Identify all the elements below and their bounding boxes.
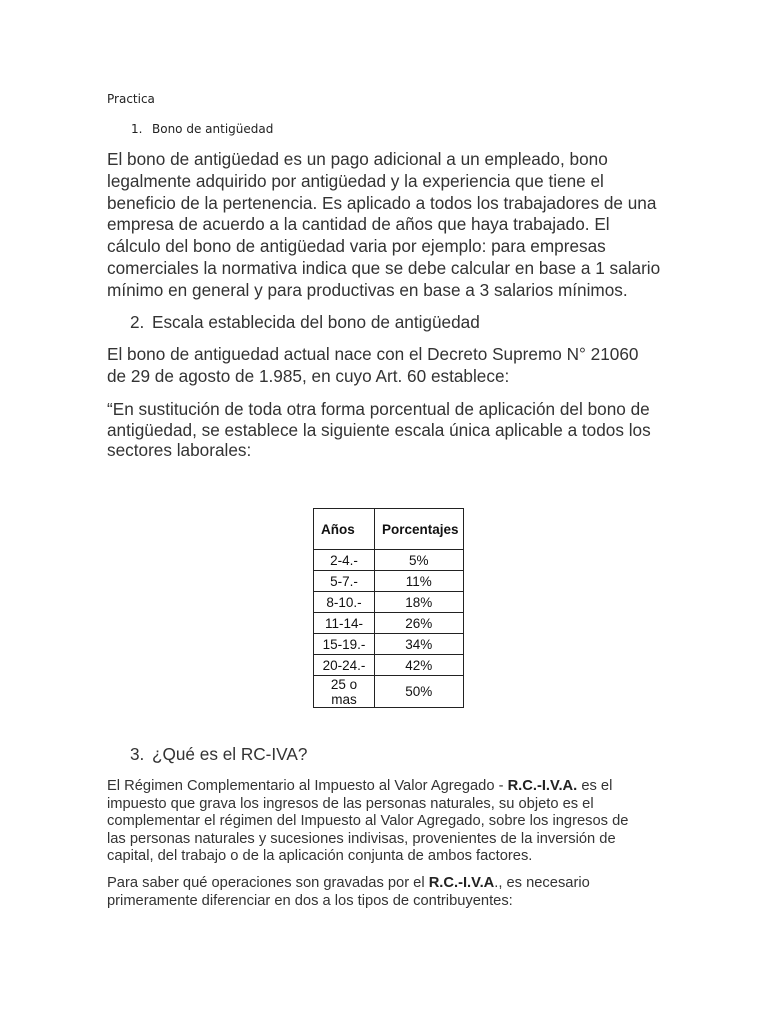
table-cell-years: 25 o mas — [314, 676, 375, 708]
paragraph-rciva-definition — [107, 778, 637, 866]
table-cell-years: 11-14- — [314, 613, 375, 634]
header-years: Años — [314, 509, 375, 550]
table-cell-percentage: 50% — [375, 676, 464, 708]
contribuyentes-acronym: R.C.-I.V.A — [428, 875, 495, 891]
section-2-heading — [130, 312, 480, 333]
table-row — [314, 571, 464, 592]
table-cell-years: 15-19.- — [314, 634, 375, 655]
section-3-number: 3. — [130, 744, 145, 764]
table-cell-years: 20-24.- — [314, 655, 375, 676]
section-1-title: Bono de antigüedad — [152, 122, 274, 136]
table-row — [314, 592, 464, 613]
rciva-acronym: R.C.-I.V.A. — [507, 778, 578, 794]
table-cell-percentage: 34% — [375, 634, 464, 655]
section-3-title: ¿Qué es el RC-IVA? — [152, 744, 308, 764]
section-1-number: 1. — [131, 122, 143, 136]
antiguedad-scale-table — [313, 508, 464, 708]
rciva-text-after: es el impuesto que grava los ingresos de las personas naturales, su objeto es el complementar el régimen del Impuesto al Valor Agregado, sobre los ingresos de las personas naturales y sucesiones indivisas, provenientes de la inversión de capital, del trabajo o de la aplicación conjunta de ambos factores. — [107, 778, 629, 864]
table-cell-years: 2-4.- — [314, 550, 375, 571]
table-row — [314, 550, 464, 571]
contribuyentes-text-after: ., es necesario primeramente diferenciar en dos a los tipos de contribuyentes: — [107, 875, 590, 909]
table-cell-percentage: 42% — [375, 655, 464, 676]
section-2-number: 2. — [130, 312, 145, 332]
paragraph-quote: “En sustitución de toda otra forma porcentual de aplicación del bono de antigüedad, se establece la siguiente escala única aplicable a todos los sectores laborales: — [107, 399, 651, 460]
table-cell-percentage: 5% — [375, 550, 464, 571]
table-cell-years: 5-7.- — [314, 571, 375, 592]
table-header-row — [314, 509, 464, 550]
table-row — [314, 655, 464, 676]
header-percentages: Porcentajes — [375, 509, 464, 550]
rciva-text-before: El Régimen Complementario al Impuesto al Valor Agregado - — [107, 778, 508, 794]
doc-heading: Practica — [107, 92, 155, 106]
table-row — [314, 676, 464, 708]
section-1-heading — [131, 122, 273, 136]
paragraph-contribuyentes — [107, 875, 627, 910]
contribuyentes-text-before: Para saber qué operaciones son gravadas por el — [107, 875, 429, 891]
table-cell-percentage: 26% — [375, 613, 464, 634]
table-cell-percentage: 18% — [375, 592, 464, 613]
section-2-title: Escala establecida del bono de antigüedad — [152, 312, 480, 332]
table-row — [314, 634, 464, 655]
paragraph-decreto: El bono de antiguedad actual nace con el Decreto Supremo N° 21060 de 29 de agosto de 1.985, en cuyo Art. 60 establece: — [107, 344, 639, 386]
table-row — [314, 613, 464, 634]
paragraph-bono-definition: El bono de antigüedad es un pago adicional a un empleado, bono legalmente adquirido por antigüedad y la experiencia que tiene el beneficio de la pertenencia. Es aplicado a todos los trabajadores de una empresa de acuerdo a la cantidad de años que haya trabajado. El cálculo del bono de antigüedad varia por ejemplo: para empresas comerciales la normativa indica que se debe calcular en base a 1 salario mínimo en general y para productivas en base a 3 salarios mínimos. — [107, 149, 661, 300]
table-cell-percentage: 11% — [375, 571, 464, 592]
section-3-heading — [130, 744, 307, 765]
table-cell-years: 8-10.- — [314, 592, 375, 613]
